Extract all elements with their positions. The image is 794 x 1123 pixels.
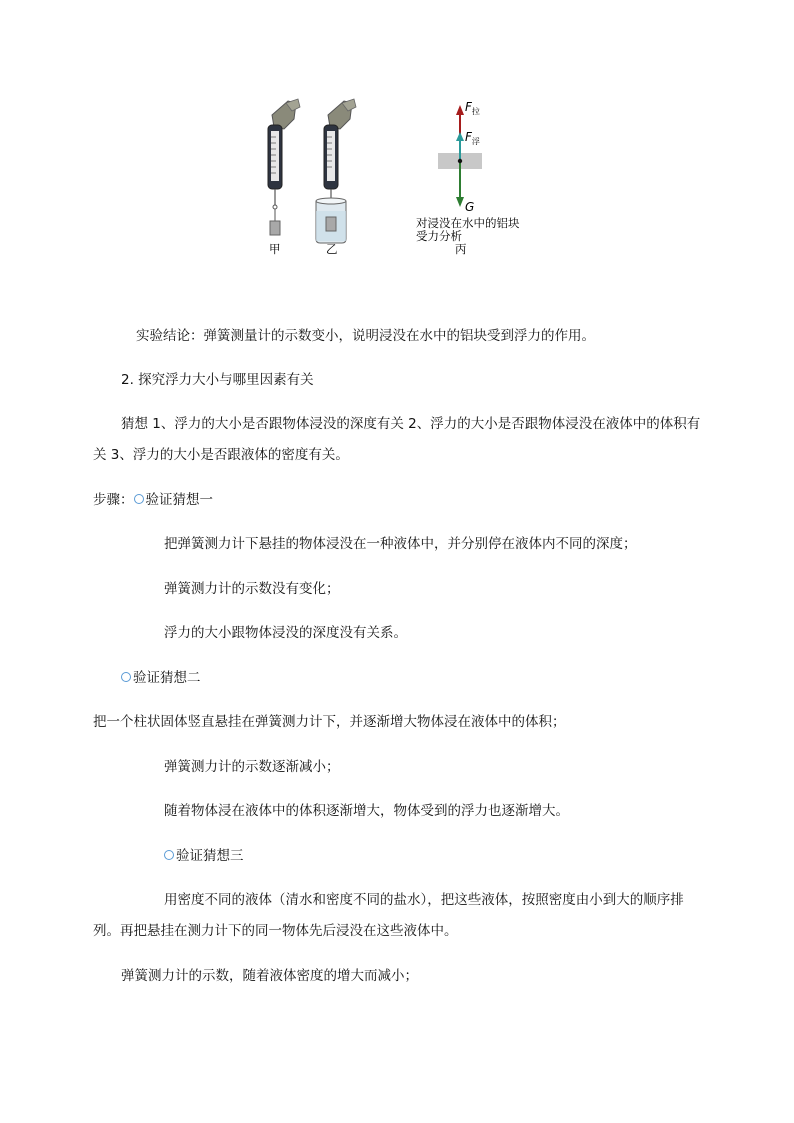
label-yi: 乙 bbox=[326, 242, 338, 256]
caption-line1: 对浸没在水中的铝块 bbox=[416, 216, 520, 230]
verify2-heading bbox=[121, 668, 201, 688]
verify3-step-b: 弹簧测力计的示数，随着液体密度的增大而减小； bbox=[121, 968, 418, 984]
verify3-step-a-line2: 列。再把悬挂在测力计下的同一物体先后浸没在这些液体中。 bbox=[93, 923, 458, 939]
circle-bullet-icon bbox=[164, 850, 174, 860]
verify3-label: 验证猜想三 bbox=[176, 848, 244, 864]
verify1-label: 验证猜想一 bbox=[145, 492, 213, 508]
verify2-step-a: 把一个柱状固体竖直悬挂在弹簧测力计下，并逐渐增大物体浸在液体中的体积； bbox=[93, 714, 566, 730]
force-label-buoyant: $F_浮$ bbox=[465, 130, 480, 146]
conclusion-text: 实验结论：弹簧测量计的示数变小，说明浸没在水中的铝块受到浮力的作用。 bbox=[136, 328, 595, 344]
verify2-step-c: 随着物体浸在液体中的体积逐渐增大，物体受到的浮力也逐渐增大。 bbox=[164, 803, 569, 819]
steps-prefix: 步骤： bbox=[93, 492, 134, 508]
verify2-label: 验证猜想二 bbox=[133, 670, 201, 686]
caption-line2: 受力分析 bbox=[416, 229, 462, 243]
verify1-step-a: 把弹簧测力计下悬挂的物体浸没在一种液体中，并分别停在液体内不同的深度； bbox=[164, 536, 637, 552]
verify1-step-c: 浮力的大小跟物体浸没的深度没有关系。 bbox=[164, 625, 407, 641]
verify1-step-b: 弹簧测力计的示数没有变化； bbox=[164, 581, 340, 597]
force-label-pull: $F_拉$ bbox=[465, 100, 480, 116]
experiment-figure bbox=[250, 95, 570, 265]
force-diagram bbox=[438, 105, 482, 207]
spring-scale-jia bbox=[268, 99, 300, 235]
verify1-heading bbox=[93, 490, 213, 510]
circle-bullet-icon bbox=[134, 494, 144, 504]
force-label-gravity: G bbox=[465, 200, 475, 214]
label-bing: 丙 bbox=[455, 242, 467, 256]
verify3-heading bbox=[164, 846, 244, 866]
guess-line1: 猜想 1、浮力的大小是否跟物体浸没的深度有关 2、浮力的大小是否跟物体浸没在液体中的体积有 bbox=[121, 416, 701, 432]
spring-scale-yi bbox=[316, 99, 356, 243]
section2-heading: 2. 探究浮力大小与哪里因素有关 bbox=[121, 372, 314, 388]
verify3-step-a-line1: 用密度不同的液体（清水和密度不同的盐水），把这些液体，按照密度由小到大的顺序排 bbox=[164, 892, 684, 908]
verify2-step-b: 弹簧测力计的示数逐渐减小； bbox=[164, 759, 340, 775]
figure-svg bbox=[250, 95, 570, 265]
guess-line2: 关 3、浮力的大小是否跟液体的密度有关。 bbox=[93, 447, 349, 463]
label-jia: 甲 bbox=[269, 242, 281, 256]
circle-bullet-icon bbox=[121, 672, 131, 682]
